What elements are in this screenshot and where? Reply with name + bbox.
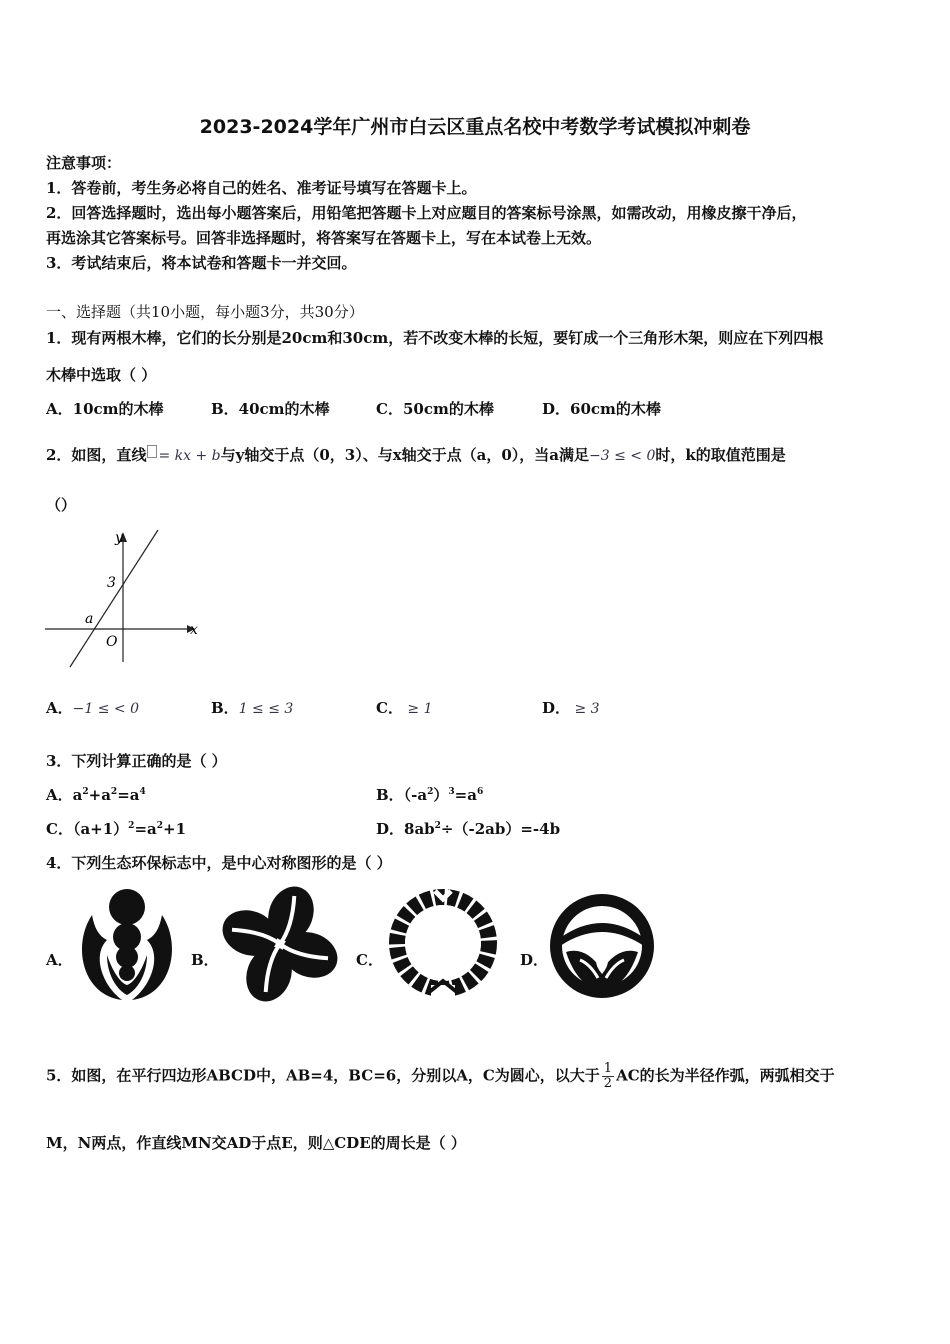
q3-option-d[interactable] xyxy=(376,818,560,839)
eco-symbol-d-icon xyxy=(546,890,658,1002)
q3-text: 3．下列计算正确的是（ ） xyxy=(46,752,227,770)
q2-equation: = kx + b xyxy=(158,448,221,464)
sup: 2 xyxy=(82,787,89,797)
q3-option-c[interactable] xyxy=(46,818,186,839)
q1-text-cont: 木棒中选取（ ） xyxy=(46,366,157,384)
q2-tail: 时，k的取值范围是 xyxy=(655,446,786,464)
sup: 2 xyxy=(427,787,434,797)
notice-item-1: 1．答卷前，考生务必将自己的姓名、准考证号填写在答题卡上。 xyxy=(46,179,477,197)
q5-text xyxy=(46,1062,835,1091)
option-label: C． xyxy=(376,699,403,717)
text: +a xyxy=(88,786,111,804)
q2-option-c[interactable] xyxy=(376,697,433,718)
q2-option-a[interactable] xyxy=(46,697,139,718)
text: D．8ab xyxy=(376,820,435,838)
text: +1 xyxy=(163,820,187,838)
q5-text-b: AC的长为半径作弧，两弧相交于 xyxy=(616,1066,835,1085)
q5-text-cont: M，N两点，作直线MN交AD于点E，则△CDE的周长是（ ） xyxy=(46,1134,466,1152)
text: ） xyxy=(433,786,449,804)
notice-heading: 注意事项： xyxy=(46,154,122,172)
q4-label-a[interactable]: A． xyxy=(46,951,73,969)
denominator: 2 xyxy=(603,1076,613,1091)
q1-text: 1．现有两根木棒，它们的长分别是20cm和30cm，若不改变木棒的长短，要钉成一个三角形木架，则应在下列四根 xyxy=(46,329,824,347)
option-math: ≥ 1 xyxy=(402,701,433,717)
text: =a xyxy=(117,786,140,804)
option-label: B． xyxy=(211,699,239,717)
q1-option-d[interactable]: D．60cm的木棒 xyxy=(542,400,661,418)
option-math: −1 ≤ < 0 xyxy=(72,701,139,717)
text: =a xyxy=(454,786,477,804)
q2-mid: 与y轴交于点（0，3）、与x轴交于点（a，0），当a满足 xyxy=(220,446,590,464)
q4-label-c[interactable]: C． xyxy=(356,951,383,969)
q4-label-b[interactable]: B． xyxy=(191,951,219,969)
text: A．a xyxy=(46,786,83,804)
eco-symbol-a-icon xyxy=(72,885,182,1005)
option-math: 1 ≤ ≤ 3 xyxy=(238,701,294,717)
q3-option-b[interactable] xyxy=(376,784,483,805)
sup: 2 xyxy=(434,821,441,831)
option-label: D． xyxy=(542,699,571,717)
q5-text-a: 5．如图，在平行四边形ABCD中，AB=4，BC=6，分别以A，C为圆心，以大于 xyxy=(46,1066,600,1085)
q5-fraction xyxy=(602,1062,614,1091)
option-math: ≥ 3 xyxy=(570,701,600,717)
sup: 4 xyxy=(139,787,146,797)
q2-graph xyxy=(40,522,205,672)
q2-option-b[interactable] xyxy=(211,697,293,718)
numerator: 1 xyxy=(603,1061,613,1076)
notice-item-3: 3．考试结束后，将本试卷和答题卡一并交回。 xyxy=(46,254,357,272)
q1-option-b[interactable]: B．40cm的木棒 xyxy=(211,400,330,418)
text: ÷（-2ab）=-4b xyxy=(440,820,561,838)
q1-option-c[interactable]: C．50cm的木棒 xyxy=(376,400,494,418)
sup: 2 xyxy=(110,787,118,797)
q2-paren: （） xyxy=(46,496,77,514)
eco-symbol-c-icon xyxy=(383,885,503,1007)
sup: 2 xyxy=(128,821,135,831)
page-title: 2023-2024学年广州市白云区重点名校中考数学考试模拟冲刺卷 xyxy=(199,116,751,138)
q2-text xyxy=(46,444,786,465)
notice-item-2: 2．回答选择题时，选出每小题答案后，用铅笔把答题卡上对应题目的答案标号涂黑，如需改动，用橡皮擦干净后， xyxy=(46,204,807,222)
intercept-a: a xyxy=(85,611,94,627)
x-label: x xyxy=(190,622,198,638)
q1-option-a[interactable]: A．10cm的木棒 xyxy=(46,400,164,418)
sup: 2 xyxy=(156,821,163,831)
notice-item-2-cont: 再选涂其它答案标号。回答非选择题时，将答案写在答题卡上，写在本试卷上无效。 xyxy=(46,229,602,247)
sup: 6 xyxy=(476,787,484,797)
placeholder-box xyxy=(147,445,157,458)
q3-option-a[interactable] xyxy=(46,784,146,805)
y-label: y xyxy=(115,530,123,546)
text: =a xyxy=(134,820,157,838)
sup: 3 xyxy=(448,787,455,797)
q4-label-d[interactable]: D． xyxy=(520,951,549,969)
q4-text: 4．下列生态环保标志中，是中心对称图形的是（ ） xyxy=(46,854,392,872)
q2-option-d[interactable] xyxy=(542,697,600,718)
intercept-three: 3 xyxy=(107,575,116,591)
text: C．（a+1） xyxy=(46,820,129,838)
q2-condition: −3 ≤ < 0 xyxy=(589,448,656,464)
text: B．（-a xyxy=(376,786,428,804)
q2-lead: 2．如图，直线 xyxy=(46,446,147,464)
section-heading: 一、选择题（共10小题，每小题3分，共30分） xyxy=(46,303,364,321)
origin-label: O xyxy=(106,634,118,650)
eco-symbol-b-icon xyxy=(218,882,343,1007)
option-label: A． xyxy=(46,699,73,717)
